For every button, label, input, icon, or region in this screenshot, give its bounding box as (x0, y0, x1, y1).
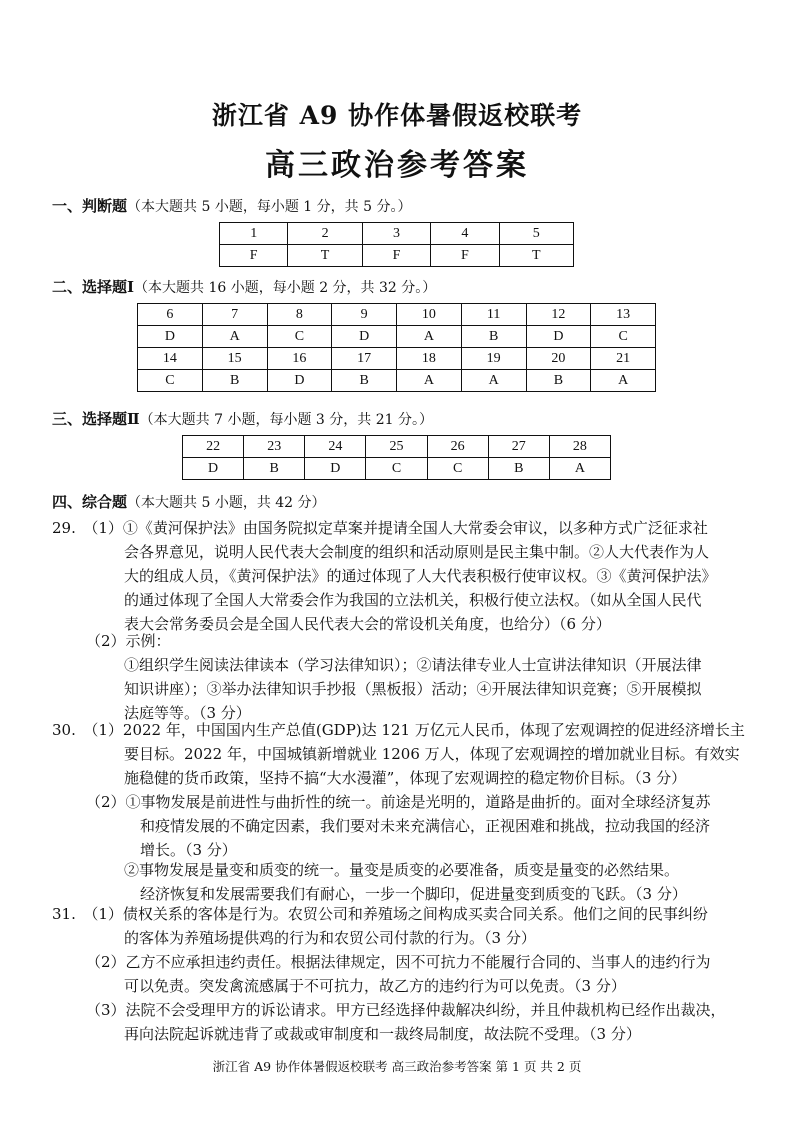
answer-line: 的客体为养殖场提供鸡的行为和农贸公司付款的行为。（3 分） (124, 929, 536, 947)
question-number: 4 (431, 223, 499, 245)
answer-cell: D (526, 326, 591, 348)
answer-cell: T (499, 245, 573, 267)
question-number: 24 (305, 436, 366, 458)
question-number: 28 (549, 436, 610, 458)
question-number: 10 (397, 304, 462, 326)
section-2-header (52, 276, 436, 297)
question-number: 18 (397, 348, 462, 370)
section-1-note: （本大题共 5 小题，每小题 1 分，共 5 分。） (127, 199, 412, 215)
section-2-table (137, 303, 656, 392)
answer-cell: D (332, 326, 397, 348)
answer-cell: F (220, 245, 288, 267)
answer-line: 施稳健的货币政策，坚持不搞“大水漫灌”，体现了宏观调控的稳定物价目标。（3 分） (124, 769, 687, 787)
answer-line: 和疫情发展的不确定因素，我们要对未来充满信心，正视困难和挑战，拉动我国的经济 (140, 817, 711, 835)
answer-cell: A (549, 458, 610, 480)
section-2-note: （本大题共 16 小题，每小题 2 分，共 32 分。） (134, 280, 437, 296)
question-number: 25 (366, 436, 427, 458)
question-number: 3 (362, 223, 430, 245)
answer-line: 的通过体现了全国人大常委会作为我国的立法机关，积极行使立法权。（如从全国人民代 (124, 591, 702, 609)
answer-line: 要目标。2022 年，中国城镇新增就业 1206 万人，体现了宏观调控的增加就业目标。有效实 (124, 745, 740, 763)
answer-cell: F (362, 245, 430, 267)
answer-line: （3）法院不会受理甲方的诉讼请求。甲方已经选择仲裁解决纠纷，并且仲裁机构已经作出裁决， (86, 1001, 726, 1019)
answer-line: 可以免责。突发禽流感属于不可抗力，故乙方的违约行为可以免责。（3 分） (124, 977, 626, 995)
answer-cell: C (267, 326, 332, 348)
answer-line: 表大会常务委员会是全国人民代表大会的常设机关角度，也给分）（6 分） (124, 615, 611, 633)
answer-line: 大的组成人员，《黄河保护法》的通过体现了人大代表积极行使审议权。③《黄河保护法》 (124, 567, 717, 585)
question-number: 16 (267, 348, 332, 370)
answer-cell: B (244, 458, 305, 480)
document-title: 高三政治参考答案 (265, 148, 529, 183)
answer-cell: F (431, 245, 499, 267)
question-number: 8 (267, 304, 332, 326)
answer-cell: A (397, 370, 462, 392)
page-footer: 浙江省 A9 协作体暑假返校联考 高三政治参考答案 第 1 页 共 2 页 (212, 1059, 582, 1074)
answer-line: 31. （1）债权关系的客体是行为。农贸公司和养殖场之间构成买卖合同关系。他们之间的民事纠纷 (52, 905, 708, 923)
question-number: 14 (138, 348, 203, 370)
answer-line: 知识讲座）；③举办法律知识手抄报（黑板报）活动；④开展法律知识竞赛；⑤开展模拟 (124, 680, 702, 698)
table-row (138, 304, 656, 326)
answer-cell: D (183, 458, 244, 480)
table-row (183, 458, 611, 480)
section-1-table (219, 222, 574, 267)
answer-cell: A (202, 326, 267, 348)
answer-cell: C (591, 326, 656, 348)
question-number: 5 (499, 223, 573, 245)
section-2-heading: 二、选择题Ⅰ (52, 278, 135, 296)
answer-line: 会各界意见，说明人民代表大会制度的组织和活动原则是民主集中制。②人大代表作为人 (124, 543, 710, 561)
answer-cell: A (591, 370, 656, 392)
question-number: 20 (526, 348, 591, 370)
section-4-note: （本大题共 5 小题，共 42 分） (127, 495, 326, 511)
answer-line: （2）示例： (86, 632, 171, 650)
question-number: 13 (591, 304, 656, 326)
table-row (138, 348, 656, 370)
table-row (220, 245, 574, 267)
question-number: 23 (244, 436, 305, 458)
section-4-header (52, 491, 326, 512)
question-number: 19 (461, 348, 526, 370)
question-number: 2 (288, 223, 362, 245)
answer-cell: B (461, 326, 526, 348)
answer-line: 增长。（3 分） (140, 841, 237, 859)
answer-line: （2）乙方不应承担违约责任。根据法律规定，因不可抗力不能履行合同的、当事人的违约行为 (86, 953, 711, 971)
answer-cell: D (267, 370, 332, 392)
section-3-table (182, 435, 611, 480)
section-1-header (52, 195, 411, 216)
answer-line: 30. （1）2022 年，中国国内生产总值(GDP)达 121 万亿元人民币，体现了宏观调控的促进经济增长主 (52, 721, 745, 739)
answer-line: 法庭等等。（3 分） (124, 704, 251, 722)
answer-cell: T (288, 245, 362, 267)
answer-line: ①组织学生阅读法律读本（学习法律知识）；②请法律专业人士宣讲法律知识（开展法律 (124, 656, 702, 674)
answer-cell: C (427, 458, 488, 480)
exam-title: 浙江省 A9 协作体暑假返校联考 (211, 101, 583, 130)
question-number: 11 (461, 304, 526, 326)
table-row (138, 370, 656, 392)
table-row (138, 326, 656, 348)
answer-cell: C (366, 458, 427, 480)
section-4-heading: 四、综合题 (52, 493, 128, 511)
answer-line: ②事物发展是量变和质变的统一。量变是质变的必要准备，质变是量变的必然结果。 (124, 861, 680, 879)
answer-line: 再向法院起诉就违背了或裁或审制度和一裁终局制度，故法院不受理。（3 分） (124, 1025, 641, 1043)
answer-cell: C (138, 370, 203, 392)
answer-cell: B (488, 458, 549, 480)
answer-line: （2）①事物发展是前进性与曲折性的统一。前途是光明的，道路是曲折的。面对全球经济复苏 (86, 793, 711, 811)
question-number: 12 (526, 304, 591, 326)
section-1-heading: 一、判断题 (52, 197, 128, 215)
section-3-heading: 三、选择题Ⅱ (52, 410, 140, 428)
table-row (183, 436, 611, 458)
answer-cell: B (332, 370, 397, 392)
question-number: 7 (202, 304, 267, 326)
answer-cell: D (138, 326, 203, 348)
answer-cell: B (526, 370, 591, 392)
answer-line: 29. （1）①《黄河保护法》由国务院拟定草案并提请全国人大常委会审议，以多种方式广泛征求社 (52, 519, 708, 537)
question-number: 26 (427, 436, 488, 458)
question-number: 15 (202, 348, 267, 370)
question-number: 9 (332, 304, 397, 326)
answer-line: 经济恢复和发展需要我们有耐心，一步一个脚印，促进量变到质变的飞跃。（3 分） (140, 885, 687, 903)
question-number: 6 (138, 304, 203, 326)
section-3-note: （本大题共 7 小题，每小题 3 分，共 21 分。） (139, 412, 433, 428)
section-3-header (52, 408, 433, 429)
question-number: 27 (488, 436, 549, 458)
answer-cell: A (461, 370, 526, 392)
question-number: 22 (183, 436, 244, 458)
answer-cell: B (202, 370, 267, 392)
question-number: 17 (332, 348, 397, 370)
answer-cell: D (305, 458, 366, 480)
table-row (220, 223, 574, 245)
answer-cell: A (397, 326, 462, 348)
question-number: 21 (591, 348, 656, 370)
question-number: 1 (220, 223, 288, 245)
